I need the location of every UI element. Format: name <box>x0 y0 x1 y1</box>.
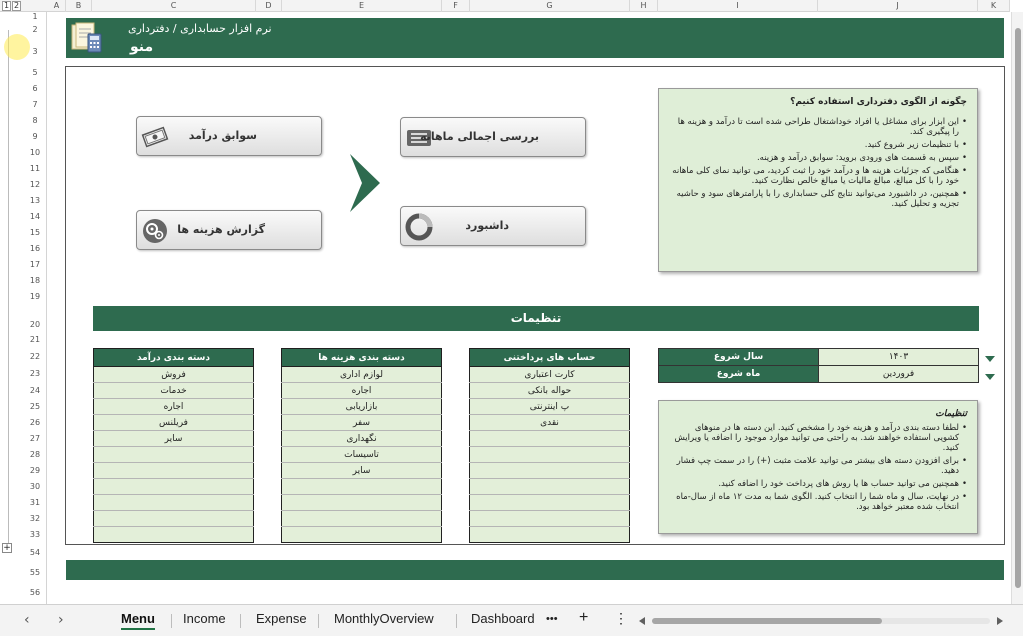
donut-chart-icon <box>405 213 433 241</box>
row-header[interactable]: 54 <box>29 548 41 557</box>
table-cell[interactable] <box>94 463 254 479</box>
settings-note-item: • لطفا دسته بندی درآمد و هزینه خود را مشخص کنید. این دسته ها در منوهای کشویی استفاده خواهند شد. به راحتی می توانید موارد موجود را اضافه یا ویرایش کنید. <box>669 423 967 453</box>
row-header[interactable]: 22 <box>29 352 41 361</box>
row-header[interactable]: 21 <box>29 335 41 344</box>
settings-section-title: تنظیمات <box>93 306 979 331</box>
row-header-bar <box>0 12 47 604</box>
howto-item: • با تنظیمات زیر شروع کنید. <box>669 140 967 150</box>
row-header[interactable]: 30 <box>29 482 41 491</box>
payment-accounts-table <box>469 348 630 543</box>
row-header[interactable]: 3 <box>32 47 38 56</box>
income-categories-header: دسته بندی درآمد <box>94 349 254 367</box>
table-cell[interactable] <box>94 495 254 511</box>
howto-item: • هنگامی که جزئیات هزینه ها و درآمد خود را ثبت کردید، می توانید نمای کلی ماهانه خود را با کل مبالغ، مبالغ مالیات یا مبالغ خالص نظارت کنید. <box>669 166 967 186</box>
table-cell[interactable]: تاسیسات <box>282 447 442 463</box>
expense-report-button[interactable] <box>136 210 322 250</box>
howto-item: • سپس به قسمت های ورودی بروید: سوابق درآمد و هزینه. <box>669 153 967 163</box>
table-cell[interactable]: نگهداری <box>282 431 442 447</box>
table-cell[interactable]: حواله بانکی <box>470 383 630 399</box>
start-settings-table <box>658 348 979 383</box>
howto-note <box>658 88 978 272</box>
row-header[interactable]: 1 <box>32 12 38 21</box>
table-cell[interactable] <box>470 495 630 511</box>
row-header[interactable]: 2 <box>32 25 38 34</box>
settings-note-item: • همچنین می توانید حساب ها یا روش های پرداخت خود را اضافه کنید. <box>669 479 967 489</box>
tab-dashboard[interactable]: Dashboard <box>471 611 535 626</box>
row-header[interactable]: 14 <box>29 212 41 221</box>
row-header[interactable]: 17 <box>29 260 41 269</box>
expand-group-button[interactable]: + <box>3 543 11 553</box>
column-header-bar <box>0 0 1010 12</box>
tab-separator <box>318 614 319 628</box>
table-cell[interactable]: نقدی <box>470 415 630 431</box>
money-icon <box>141 123 169 151</box>
scroll-left-icon[interactable] <box>638 617 646 625</box>
row-header[interactable]: 9 <box>32 132 38 141</box>
table-cell[interactable]: کارت اعتباری <box>470 367 630 383</box>
table-cell[interactable] <box>282 495 442 511</box>
add-sheet-button[interactable]: + <box>579 609 589 626</box>
dropdown-arrow-icon[interactable] <box>985 374 995 380</box>
more-tabs-icon[interactable]: ••• <box>546 613 558 625</box>
table-cell[interactable] <box>94 447 254 463</box>
monthly-overview-label: بررسی اجمالی ماهانه <box>420 130 539 143</box>
expense-categories-header: دسته بندی هزینه ها <box>282 349 442 367</box>
settings-note-item: • برای افزودن دسته های بیشتر می توانید علامت مثبت (+) را در سمت چپ فشار دهید. <box>669 456 967 476</box>
tab-separator <box>171 614 172 628</box>
row-header[interactable]: 31 <box>29 498 41 507</box>
row-header[interactable]: 20 <box>29 320 41 329</box>
table-cell[interactable] <box>282 511 442 527</box>
row-header[interactable]: 56 <box>29 588 41 597</box>
tab-separator <box>240 614 241 628</box>
column-header[interactable]: K <box>978 0 1010 12</box>
gears-icon <box>141 217 169 245</box>
table-cell[interactable] <box>282 479 442 495</box>
row-header[interactable]: 8 <box>32 116 38 125</box>
settings-note-item: • در نهایت، سال و ماه شما را انتخاب کنید. الگوی شما به مدت ۱۲ ماه از سال-ماه انتخاب شده معتبر خواهد بود. <box>669 492 967 512</box>
row-header[interactable]: 6 <box>32 84 38 93</box>
row-header[interactable]: 28 <box>29 450 41 459</box>
row-header[interactable]: 15 <box>29 228 41 237</box>
income-categories-table <box>93 348 254 543</box>
sheet-options-icon[interactable]: ⋮ <box>614 610 628 626</box>
accounting-logo-icon <box>70 22 104 54</box>
tab-monthly-overview[interactable]: MonthlyOverview <box>334 611 434 626</box>
table-cell[interactable] <box>470 511 630 527</box>
row-header[interactable]: 24 <box>29 386 41 395</box>
start-month-select[interactable]: فروردین <box>819 366 979 383</box>
dashboard-button[interactable] <box>400 206 586 246</box>
tab-scroll-right-icon[interactable]: › <box>58 612 64 628</box>
row-header[interactable]: 16 <box>29 244 41 253</box>
column-header[interactable]: J <box>818 0 978 12</box>
row-header[interactable]: 18 <box>29 276 41 285</box>
table-cell[interactable] <box>470 447 630 463</box>
footer-banner <box>66 560 1004 580</box>
row-header[interactable]: 33 <box>29 530 41 539</box>
outline-level-1-button[interactable]: 1 <box>3 1 10 10</box>
table-cell[interactable]: خدمات <box>94 383 254 399</box>
howto-item: • همچنین، در داشبورد می‌توانید نتایج کلی حسابداری را با پارامترهای سود و حاشیه تجزیه و تحلیل کنید. <box>669 189 967 209</box>
settings-note <box>658 400 978 534</box>
tab-separator <box>456 614 457 628</box>
tab-menu[interactable]: Menu <box>121 611 155 630</box>
page-title: منو <box>130 39 154 55</box>
chevron-right-arrow <box>350 154 380 212</box>
table-cell[interactable] <box>282 527 442 543</box>
row-header[interactable]: 11 <box>29 164 41 173</box>
column-header[interactable]: H <box>630 0 658 12</box>
tab-scroll-left-icon[interactable]: ‹ <box>24 612 30 628</box>
row-header[interactable]: 12 <box>29 180 41 189</box>
outline-level-2-button[interactable]: 2 <box>13 1 20 10</box>
row-header[interactable]: 32 <box>29 514 41 523</box>
table-cell[interactable]: بازاریابی <box>282 399 442 415</box>
tab-income[interactable]: Income <box>183 611 226 626</box>
column-header[interactable]: G <box>470 0 630 12</box>
table-cell[interactable]: سفر <box>282 415 442 431</box>
row-header[interactable]: 13 <box>29 196 41 205</box>
row-header[interactable]: 26 <box>29 418 41 427</box>
column-header[interactable]: E <box>282 0 442 12</box>
settings-note-title: تنظیمات <box>935 409 967 419</box>
row-header[interactable]: 29 <box>29 466 41 475</box>
menu-sheet <box>48 12 1010 604</box>
start-month-label: ماه شروع <box>659 366 819 383</box>
column-header[interactable]: F <box>442 0 470 12</box>
start-year-label: سال شروع <box>659 349 819 366</box>
vertical-scrollbar[interactable] <box>1011 12 1023 604</box>
table-cell[interactable] <box>94 479 254 495</box>
column-header[interactable]: I <box>658 0 818 12</box>
outline-group-line <box>8 30 9 550</box>
header-banner <box>66 18 1004 58</box>
mouse-pointer-highlight <box>4 34 30 60</box>
row-header[interactable]: 7 <box>32 100 38 109</box>
monthly-overview-button[interactable] <box>400 117 586 157</box>
row-header[interactable]: 25 <box>29 402 41 411</box>
table-cell[interactable] <box>94 511 254 527</box>
table-cell[interactable]: اجاره <box>94 399 254 415</box>
table-cell[interactable] <box>470 431 630 447</box>
row-header[interactable]: 19 <box>29 292 41 301</box>
sheet-tab-bar <box>0 604 1023 636</box>
dashboard-label: داشبورد <box>465 219 509 232</box>
row-header[interactable]: 5 <box>32 68 38 77</box>
scroll-right-icon[interactable] <box>996 617 1004 625</box>
table-cell[interactable]: پ اینترنتی <box>470 399 630 415</box>
row-header[interactable]: 23 <box>29 369 41 378</box>
table-cell[interactable]: فروش <box>94 367 254 383</box>
table-cell[interactable] <box>470 463 630 479</box>
income-history-button[interactable] <box>136 116 322 156</box>
tab-expense[interactable]: Expense <box>256 611 307 626</box>
dropdown-arrow-icon[interactable] <box>985 356 995 362</box>
table-cell[interactable]: اجاره <box>282 383 442 399</box>
table-cell[interactable] <box>470 527 630 543</box>
horizontal-scrollbar[interactable] <box>638 617 1006 625</box>
table-cell[interactable]: فریلنس <box>94 415 254 431</box>
expense-report-label: گزارش هزینه ها <box>177 223 265 236</box>
settings-note-list <box>669 423 967 512</box>
table-cell[interactable] <box>94 527 254 543</box>
horizontal-scroll-thumb[interactable] <box>652 618 882 624</box>
row-header[interactable]: 55 <box>29 568 41 577</box>
howto-title: چگونه از الگوی دفترداری استفاده کنیم؟ <box>790 97 967 107</box>
payment-accounts-header: حساب های پرداختنی <box>470 349 630 367</box>
expense-categories-table <box>281 348 442 543</box>
howto-list <box>669 117 967 209</box>
table-cell[interactable]: لوازم اداری <box>282 367 442 383</box>
table-cell[interactable] <box>470 479 630 495</box>
table-cell[interactable]: سایر <box>94 431 254 447</box>
start-year-select[interactable]: ۱۴۰۳ <box>819 349 979 366</box>
howto-item: • این ابزار برای مشاغل یا افراد خوداشتغال طراحی شده است تا درآمد و هزینه ها را پیگیری کند. <box>669 117 967 137</box>
app-title: نرم افزار حسابداری / دفترداری <box>128 22 272 35</box>
vertical-scroll-thumb[interactable] <box>1015 28 1021 588</box>
column-header[interactable]: A <box>48 0 66 12</box>
row-header[interactable]: 27 <box>29 434 41 443</box>
income-history-label: سوابق درآمد <box>188 129 257 142</box>
column-header[interactable]: C <box>92 0 256 12</box>
row-header[interactable]: 10 <box>29 148 41 157</box>
column-header[interactable]: D <box>256 0 282 12</box>
table-cell[interactable]: سایر <box>282 463 442 479</box>
column-header[interactable]: B <box>66 0 92 12</box>
